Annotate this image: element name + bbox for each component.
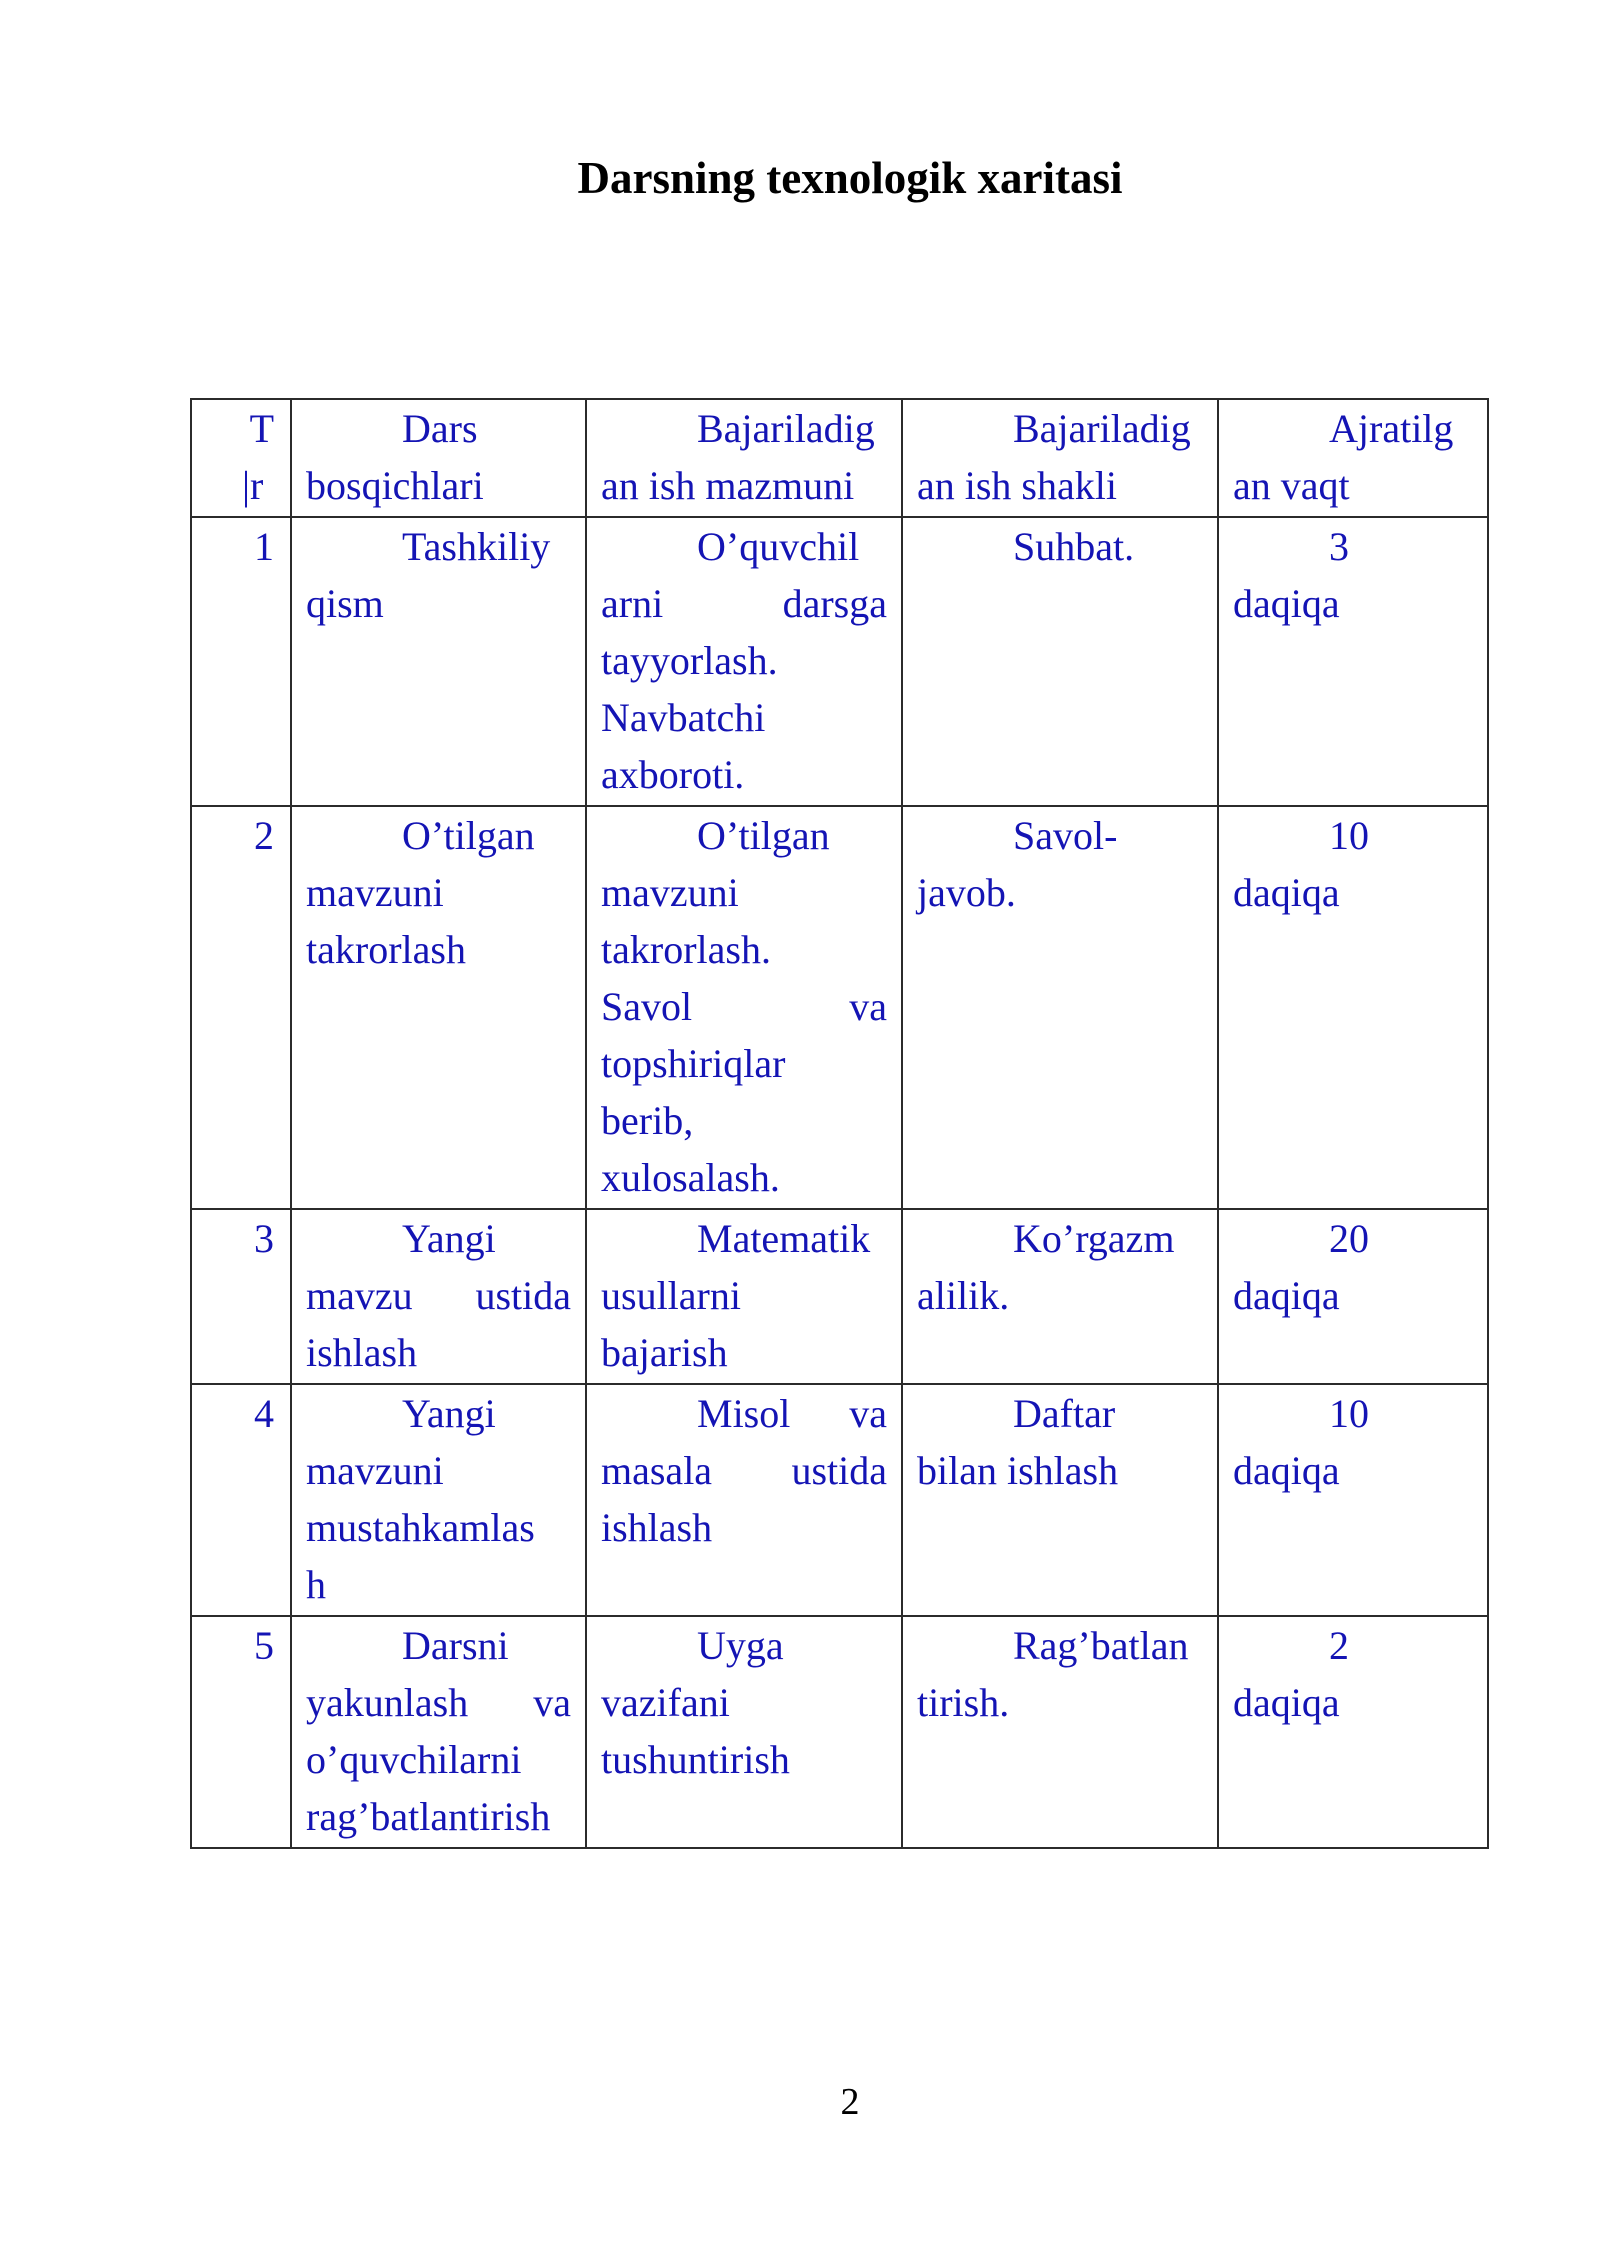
row-number-cell bbox=[191, 806, 291, 1209]
row-content-line: topshiriqlar bbox=[601, 1041, 786, 1086]
header-stage-line-1: Dars bbox=[402, 406, 478, 451]
row-content-line: Uyga bbox=[697, 1623, 784, 1668]
row-time-line: 2 bbox=[1329, 1623, 1349, 1668]
row-stage-line: takrorlash bbox=[306, 927, 466, 972]
row-content-cell bbox=[586, 1209, 902, 1384]
row-number-cell bbox=[191, 517, 291, 806]
row-stage-line: o’quvchilarni bbox=[306, 1737, 522, 1782]
row-form-cell bbox=[902, 1616, 1218, 1848]
row-content-line: Savol va bbox=[601, 984, 887, 1029]
row-content-line: tushuntirish bbox=[601, 1737, 790, 1782]
row-number: 3 bbox=[254, 1216, 274, 1261]
row-time-line: daqiqa bbox=[1233, 1680, 1340, 1725]
row-content-line: vazifani bbox=[601, 1680, 730, 1725]
row-stage-cell bbox=[291, 1616, 586, 1848]
row-content-line: berib, bbox=[601, 1098, 694, 1143]
row-content-line: tayyorlash. bbox=[601, 638, 778, 683]
table-row bbox=[191, 1209, 1488, 1384]
header-time-cell bbox=[1218, 399, 1488, 517]
row-content-cell bbox=[586, 806, 902, 1209]
row-stage-line: mustahkamlas bbox=[306, 1505, 535, 1550]
row-stage-line: h bbox=[306, 1562, 326, 1607]
row-stage-line: yakunlash va bbox=[306, 1680, 571, 1725]
row-number: 4 bbox=[254, 1391, 274, 1436]
row-form-cell bbox=[902, 1384, 1218, 1616]
row-content-line: mavzuni bbox=[601, 870, 739, 915]
row-content-cell bbox=[586, 1616, 902, 1848]
row-time-line: 10 bbox=[1329, 813, 1369, 858]
row-content-line: xulosalash. bbox=[601, 1155, 780, 1200]
table-row bbox=[191, 806, 1488, 1209]
header-number-cell bbox=[191, 399, 291, 517]
row-stage-line: Yangi bbox=[402, 1216, 496, 1261]
row-content-line: axboroti. bbox=[601, 752, 745, 797]
row-stage-cell bbox=[291, 806, 586, 1209]
row-form-line: Rag’batlan bbox=[1013, 1623, 1189, 1668]
header-content-line-1: Bajariladig bbox=[697, 406, 875, 451]
row-time-line: daqiqa bbox=[1233, 581, 1340, 626]
row-stage-line: Tashkiliy bbox=[402, 524, 551, 569]
row-content-line: Matematik bbox=[697, 1216, 871, 1261]
header-form-cell bbox=[902, 399, 1218, 517]
row-form-line: bilan ishlash bbox=[917, 1448, 1119, 1493]
row-form-line: javob. bbox=[917, 870, 1016, 915]
row-content-line: arni darsga bbox=[601, 581, 887, 626]
row-number-cell bbox=[191, 1616, 291, 1848]
row-time-line: 10 bbox=[1329, 1391, 1369, 1436]
row-form-line: Daftar bbox=[1013, 1391, 1116, 1436]
row-content-line: ishlash bbox=[601, 1505, 713, 1550]
header-number-line-2: |r bbox=[242, 463, 264, 508]
row-content-line: takrorlash. bbox=[601, 927, 771, 972]
row-stage-line: Darsni bbox=[402, 1623, 509, 1668]
row-form-line: alilik. bbox=[917, 1273, 1010, 1318]
header-time-line-1: Ajratilg bbox=[1329, 406, 1454, 451]
page-title: Darsning texnologik xaritasi bbox=[577, 153, 1123, 203]
row-time-cell bbox=[1218, 806, 1488, 1209]
row-stage-line: mavzuni bbox=[306, 1448, 444, 1493]
row-stage-line: O’tilgan bbox=[402, 813, 535, 858]
row-time-cell bbox=[1218, 517, 1488, 806]
page-number: 2 bbox=[840, 2081, 860, 2123]
row-content-line: O’quvchil bbox=[697, 524, 860, 569]
row-stage-line: ishlash bbox=[306, 1330, 418, 1375]
header-form-line-1: Bajariladig bbox=[1013, 406, 1191, 451]
row-number: 2 bbox=[254, 813, 274, 858]
row-time-line: daqiqa bbox=[1233, 870, 1340, 915]
technology-map-table bbox=[190, 398, 1489, 1849]
row-time-cell bbox=[1218, 1209, 1488, 1384]
row-number: 5 bbox=[254, 1623, 274, 1668]
row-stage-line: rag’batlantirish bbox=[306, 1794, 551, 1839]
row-time-line: daqiqa bbox=[1233, 1448, 1340, 1493]
row-stage-line: qism bbox=[306, 581, 384, 626]
header-stage-line-2: bosqichlari bbox=[306, 463, 484, 508]
row-content-line: usullarni bbox=[601, 1273, 741, 1318]
row-content-line: masala ustida bbox=[601, 1448, 887, 1493]
row-form-line: Suhbat. bbox=[1013, 524, 1135, 569]
table-row bbox=[191, 1616, 1488, 1848]
row-form-cell bbox=[902, 806, 1218, 1209]
header-number-line-1: T bbox=[249, 406, 274, 451]
row-stage-cell bbox=[291, 517, 586, 806]
row-stage-cell bbox=[291, 1384, 586, 1616]
row-stage-line: mavzu ustida bbox=[306, 1273, 571, 1318]
row-content-cell bbox=[586, 517, 902, 806]
row-time-line: 3 bbox=[1329, 524, 1349, 569]
row-form-cell bbox=[902, 1209, 1218, 1384]
row-content-cell bbox=[586, 1384, 902, 1616]
row-content-line: Navbatchi bbox=[601, 695, 766, 740]
row-form-cell bbox=[902, 517, 1218, 806]
row-content-line: bajarish bbox=[601, 1330, 728, 1375]
table-row bbox=[191, 517, 1488, 806]
row-time-cell bbox=[1218, 1384, 1488, 1616]
row-content-line: Misol va bbox=[697, 1391, 887, 1436]
row-stage-line: mavzuni bbox=[306, 870, 444, 915]
row-number-cell bbox=[191, 1209, 291, 1384]
row-form-line: Savol- bbox=[1013, 813, 1118, 858]
table-header-row bbox=[191, 399, 1488, 517]
row-number: 1 bbox=[254, 524, 274, 569]
header-content-line-2: an ish mazmuni bbox=[601, 463, 855, 508]
row-number-cell bbox=[191, 1384, 291, 1616]
header-content-cell bbox=[586, 399, 902, 517]
row-stage-line: Yangi bbox=[402, 1391, 496, 1436]
row-time-cell bbox=[1218, 1616, 1488, 1848]
table-row bbox=[191, 1384, 1488, 1616]
header-time-line-2: an vaqt bbox=[1233, 463, 1350, 508]
row-time-line: 20 bbox=[1329, 1216, 1369, 1261]
row-form-line: tirish. bbox=[917, 1680, 1010, 1725]
row-content-line: O’tilgan bbox=[697, 813, 830, 858]
row-time-line: daqiqa bbox=[1233, 1273, 1340, 1318]
header-stage-cell bbox=[291, 399, 586, 517]
row-form-line: Ko’rgazm bbox=[1013, 1216, 1175, 1261]
header-form-line-2: an ish shakli bbox=[917, 463, 1117, 508]
row-stage-cell bbox=[291, 1209, 586, 1384]
